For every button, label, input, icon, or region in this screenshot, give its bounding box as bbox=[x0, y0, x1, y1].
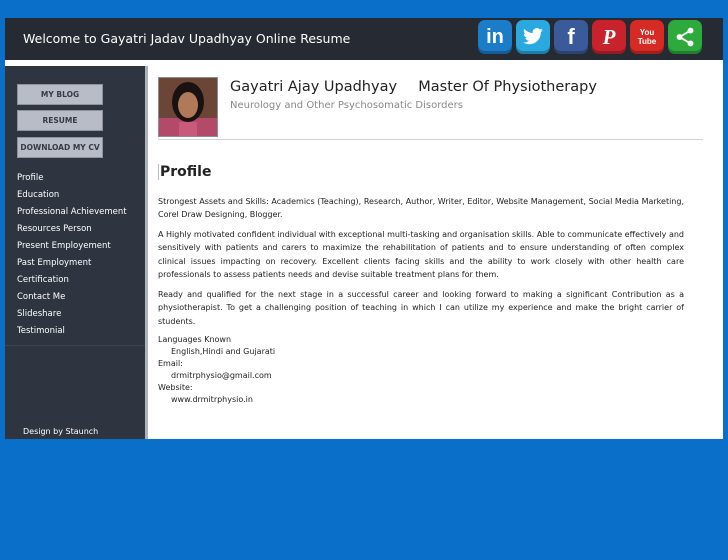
profile-paragraph-objective: Ready and qualified for the next stage in a successful career and looking forward to making a significant Contribution as a physiotherapist. To get a challenging position of teaching in which I can utilize my experience and make the bright carrier of students. bbox=[158, 290, 684, 326]
nav-resources-person[interactable]: Resources Person bbox=[17, 224, 92, 234]
nav-professional-achievement[interactable]: Professional Achievement bbox=[17, 207, 127, 217]
youtube-icon[interactable] bbox=[630, 20, 664, 54]
email-value[interactable]: drmitrphysio@gmail.com bbox=[171, 371, 272, 380]
languages-value: English,Hindi and Gujarati bbox=[171, 347, 276, 356]
download-cv-button[interactable]: DOWNLOAD MY CV bbox=[17, 137, 103, 158]
linkedin-glyph: in bbox=[486, 25, 504, 48]
nav-slideshare[interactable]: Slideshare bbox=[17, 309, 62, 319]
profile-specialty: Neurology and Other Psychosomatic Disorders bbox=[230, 100, 463, 111]
languages-label: Languages Known bbox=[158, 335, 232, 344]
page-frame bbox=[5, 60, 723, 439]
share-icon[interactable] bbox=[668, 20, 702, 54]
profile-photo-image bbox=[159, 78, 217, 136]
top-header-bar bbox=[5, 18, 723, 60]
nav-profile[interactable]: Profile bbox=[17, 173, 44, 183]
nav-past-employment[interactable]: Past Employment bbox=[17, 258, 92, 268]
header-divider bbox=[158, 139, 703, 140]
profile-photo bbox=[158, 77, 218, 137]
website-value[interactable]: www.drmitrphysio.in bbox=[171, 395, 253, 404]
website-label: Website: bbox=[158, 383, 193, 392]
nav-present-employement[interactable]: Present Employement bbox=[17, 241, 111, 251]
design-credit: Design by Staunch bbox=[23, 427, 99, 436]
twitter-bird-icon bbox=[522, 28, 544, 46]
share-network-icon bbox=[674, 26, 696, 48]
email-label: Email: bbox=[158, 359, 183, 368]
nav-testimonial[interactable]: Testimonial bbox=[17, 326, 65, 336]
section-title: Profile bbox=[160, 164, 212, 180]
facebook-glyph: f bbox=[567, 24, 575, 49]
sidebar bbox=[5, 66, 148, 439]
profile-paragraph-skills: Strongest Assets and Skills: Academics (Teaching), Research, Author, Writer, Editor, Website Management, Social Media Marketing, Corel Draw Designing, Blogger. bbox=[158, 197, 684, 220]
profile-paragraph-summary: A Highly motivated confident individual with exceptional multi-tasking and organisation skills. Able to communicate effectively and sensitively with patients and carers to maximize the rehabilitation of patients and to ensure understanding of often complex clinical issues impacting on recovery. Excellent clients facing skills and the ability to work closely with other health care professionals to assess patients needs and devise suitable treatment plans for them. bbox=[158, 230, 684, 279]
my-blog-button[interactable]: MY BLOG bbox=[17, 84, 103, 105]
pinterest-glyph: P bbox=[602, 24, 616, 49]
nav-contact-me[interactable]: Contact Me bbox=[17, 292, 66, 302]
profile-name: Gayatri Ajay Upadhyay bbox=[230, 79, 398, 95]
linkedin-icon[interactable] bbox=[478, 20, 512, 54]
resume-button[interactable]: RESUME bbox=[17, 110, 103, 131]
sidebar-divider bbox=[5, 345, 145, 346]
nav-education[interactable]: Education bbox=[17, 190, 60, 200]
youtube-glyph: You Tube bbox=[637, 28, 657, 46]
profile-heading bbox=[230, 79, 597, 95]
nav-certification[interactable]: Certification bbox=[17, 275, 69, 285]
site-title: Welcome to Gayatri Jadav Upadhyay Online Resume bbox=[23, 31, 351, 46]
pinterest-icon[interactable] bbox=[592, 20, 626, 54]
twitter-icon[interactable] bbox=[516, 20, 550, 54]
facebook-icon[interactable] bbox=[554, 20, 588, 54]
profile-degree: Master Of Physiotherapy bbox=[418, 79, 597, 95]
main-content bbox=[150, 60, 723, 439]
